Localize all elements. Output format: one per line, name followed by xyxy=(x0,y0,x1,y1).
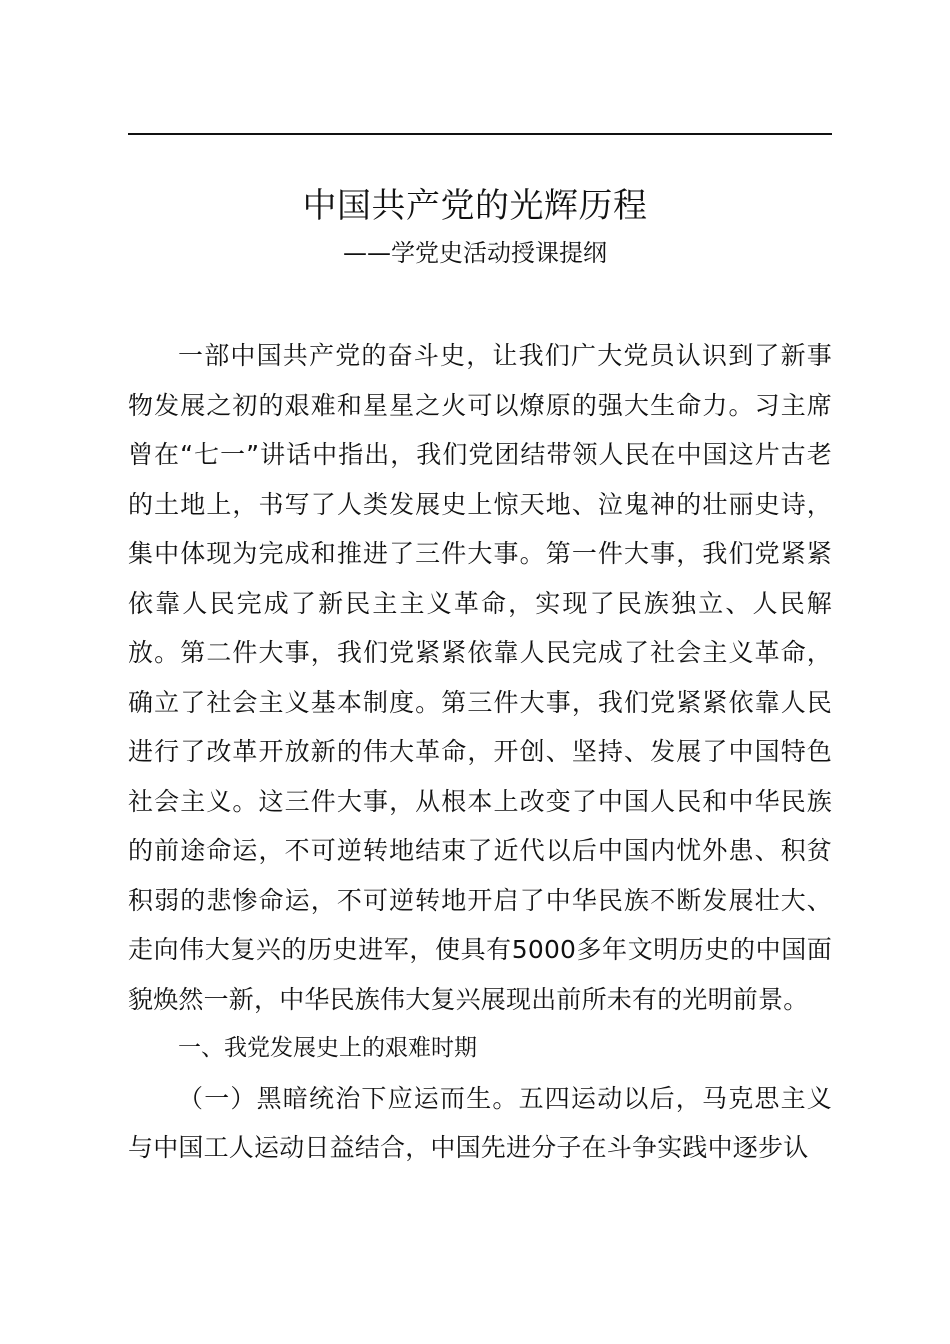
document-subtitle: ——学党史活动授课提纲 xyxy=(343,239,607,267)
intro-paragraph: 一部中国共产党的奋斗史，让我们广大党员认识到了新事物发展之初的艰难和星星之火可以燎原的强大生命力。习主席曾在“七一”讲话中指出，我们党团结带领人民在中国这片古老的土地上，书写了人类发展史上惊天地、泣鬼神的壮丽史诗，集中体现为完成和推进了三件大事。第一件大事，我们党紧紧依靠人民完成了新民主主义革命，实现了民族独立、人民解放。第二件大事，我们党紧紧依靠人民完成了社会主义革命，确立了社会主义基本制度。第三件大事，我们党紧紧依靠人民进行了改革开放新的伟大革命，开创、坚持、发展了中国特色社会主义。这三件大事，从根本上改变了中国人民和中华民族的前途命运，不可逆转地结束了近代以后中国内忧外患、积贫积弱的悲惨命运，不可逆转地开启了中华民族不断发展壮大、走向伟大复兴的历史进军，使具有5000多年文明历史的中国面貌焕然一新，中华民族伟大复兴展现出前所未有的光明前景。 xyxy=(128,341,832,1014)
document-body xyxy=(128,331,832,1173)
document-title: 中国共产党的光辉历程 xyxy=(302,186,648,226)
header-rule xyxy=(128,133,832,135)
section-heading: 一、我党发展史上的艰难时期 xyxy=(178,1035,477,1061)
section-paragraph: （一）黑暗统治下应运而生。五四运动以后，马克思主义与中国工人运动日益结合，中国先进分子在斗争实践中逐步认 xyxy=(128,1083,832,1162)
